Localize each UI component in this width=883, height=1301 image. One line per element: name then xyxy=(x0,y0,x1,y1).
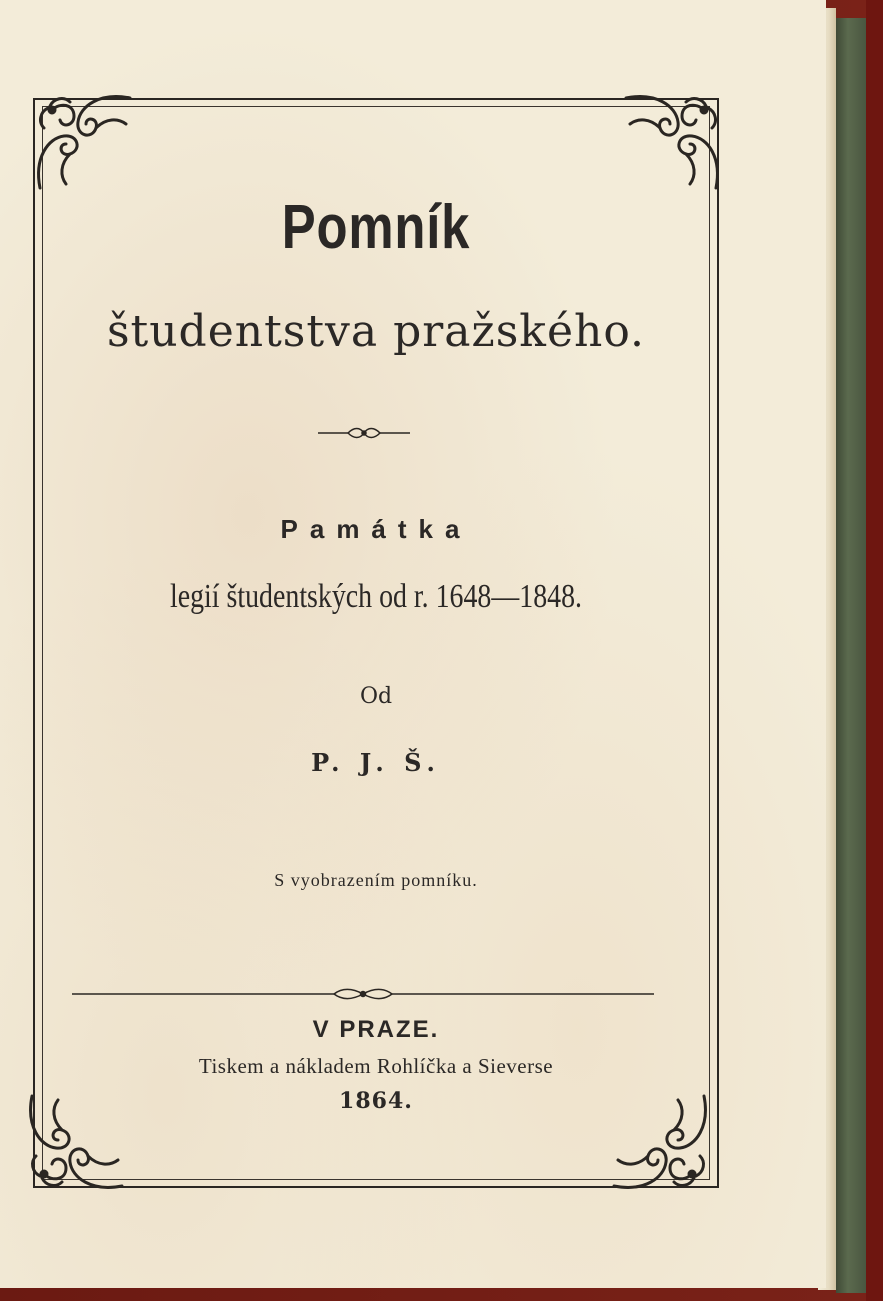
illustration-note: S vyobrazením pomníku. xyxy=(274,870,478,890)
by-label: Od xyxy=(359,684,393,709)
divider-ornament xyxy=(318,426,410,440)
book-spine xyxy=(836,18,866,1293)
author-initials: P. J. Š. xyxy=(311,748,441,777)
divider-rule xyxy=(72,988,654,1000)
imprint-printer: Tiskem a nákladem Rohlíčka a Sieverse xyxy=(198,1054,554,1078)
description-line: legií študentských od r. 1648—1848. xyxy=(170,578,582,615)
book-subtitle: študentstva pražského. xyxy=(106,306,646,357)
corner-ornament-top-left xyxy=(30,88,140,198)
imprint-place: V PRAZE. xyxy=(312,1016,440,1043)
heading-pamatka: Památka xyxy=(280,514,472,544)
corner-ornament-top-right xyxy=(616,88,726,198)
book-title: Pomník xyxy=(281,193,471,262)
book-cover-edge xyxy=(866,0,883,1301)
imprint-year: 1864. xyxy=(339,1088,413,1114)
